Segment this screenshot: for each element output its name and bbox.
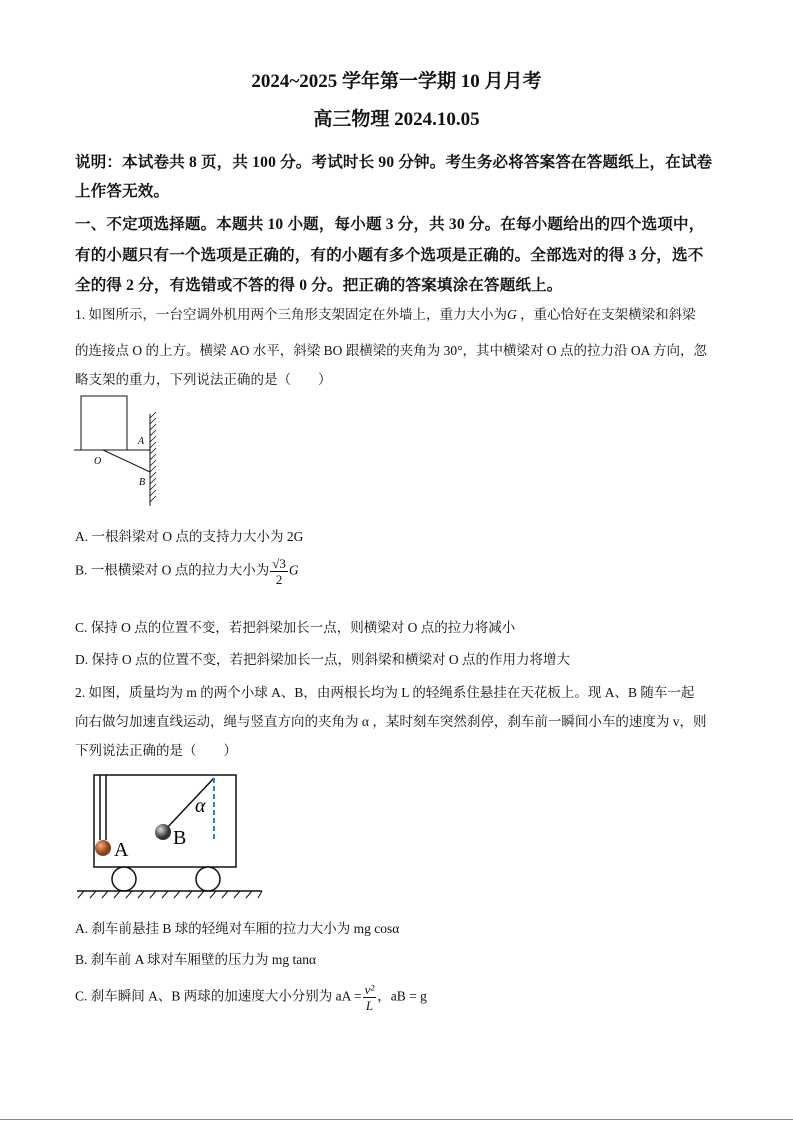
instructions-line: 上作答无效。 <box>75 183 170 200</box>
section-heading: 全的得 2 分，有选错或不答的得 0 分。把正确的答案填涂在答题纸上。 <box>75 277 563 294</box>
label-b: B <box>139 477 146 488</box>
instructions-line: 说明：本试卷共 8 页，共 100 分。考试时长 90 分钟。考生务必将答案答在答题纸上，在试卷 <box>75 154 713 171</box>
text: B. 一根横梁对 O 点的拉力大小为 <box>75 562 270 578</box>
label-alpha: α <box>195 795 206 817</box>
question-1-text: 略支架的重力，下列说法正确的是（ ） <box>75 372 332 387</box>
text: 1. 如图所示，一台空调外机用两个三角形支架固定在外墙上，重力大小为 <box>75 307 507 322</box>
fraction <box>270 556 288 587</box>
text: G <box>288 562 299 578</box>
denominator: 2 <box>275 572 283 587</box>
text: ，aB = g <box>377 988 427 1004</box>
numerator: √3 <box>272 556 286 571</box>
question-1-text <box>75 303 696 323</box>
option-b[interactable]: B. 刹车前 A 球对车厢壁的压力为 mg tanα <box>75 952 317 967</box>
option-a[interactable]: A. 一根斜梁对 O 点的支持力大小为 2G <box>75 529 304 544</box>
denominator: L <box>365 998 374 1013</box>
option-a[interactable]: A. 刹车前悬挂 B 球的轻绳对车厢的拉力大小为 mg cosα <box>75 921 400 936</box>
numerator: v² <box>364 982 375 997</box>
label-ball-a: A <box>114 839 129 861</box>
label-a: A <box>138 436 145 447</box>
exam-subtitle: 高三物理 2024.10.05 <box>313 109 480 130</box>
bracket-figure <box>70 392 170 512</box>
page-bottom-divider <box>0 1119 793 1120</box>
fraction <box>363 982 377 1013</box>
option-c[interactable] <box>75 982 427 1013</box>
question-1-text: 的连接点 O 的上方。横梁 AO 水平，斜梁 BO 跟横梁的夹角为 30°，其中横梁对 O 点的拉力沿 OA 方向，忽 <box>75 343 708 358</box>
option-c[interactable]: C. 保持 O 点的位置不变，若把斜梁加长一点，则横梁对 O 点的拉力将减小 <box>75 620 516 635</box>
question-2-text: 2. 如图，质量均为 m 的两个小球 A、B，由两根长均为 L 的轻绳系住悬挂在天花板上。现 A、B 随车一起 <box>75 685 695 700</box>
question-2-text: 向右做匀加速直线运动，绳与竖直方向的夹角为 α ，某时刻车突然刹停，刹车前一瞬间小车的速度为 v，则 <box>75 714 707 729</box>
option-b[interactable] <box>75 556 299 587</box>
label-o: O <box>94 456 102 467</box>
question-2-text: 下列说法正确的是（ ） <box>75 743 237 758</box>
text: C. 刹车瞬间 A、B 两球的加速度大小分别为 aA = <box>75 988 362 1004</box>
option-d[interactable]: D. 保持 O 点的位置不变，若把斜梁加长一点，则斜梁和横梁对 O 点的作用力将增大 <box>75 652 570 667</box>
text: ，重心恰好在支架横梁和斜梁 <box>516 307 696 322</box>
var-g: G <box>507 307 517 322</box>
section-heading: 有的小题只有一个选项是正确的，有的小题有多个选项是正确的。全部选对的得 3 分，选不 <box>75 247 704 264</box>
exam-title: 2024~2025 学年第一学期 10 月月考 <box>251 71 542 92</box>
cart-figure <box>74 770 269 900</box>
label-ball-b: B <box>173 827 187 849</box>
section-heading: 一、不定项选择题。本题共 10 小题，每小题 3 分，共 30 分。在每小题给出的四个选项中， <box>75 216 705 233</box>
